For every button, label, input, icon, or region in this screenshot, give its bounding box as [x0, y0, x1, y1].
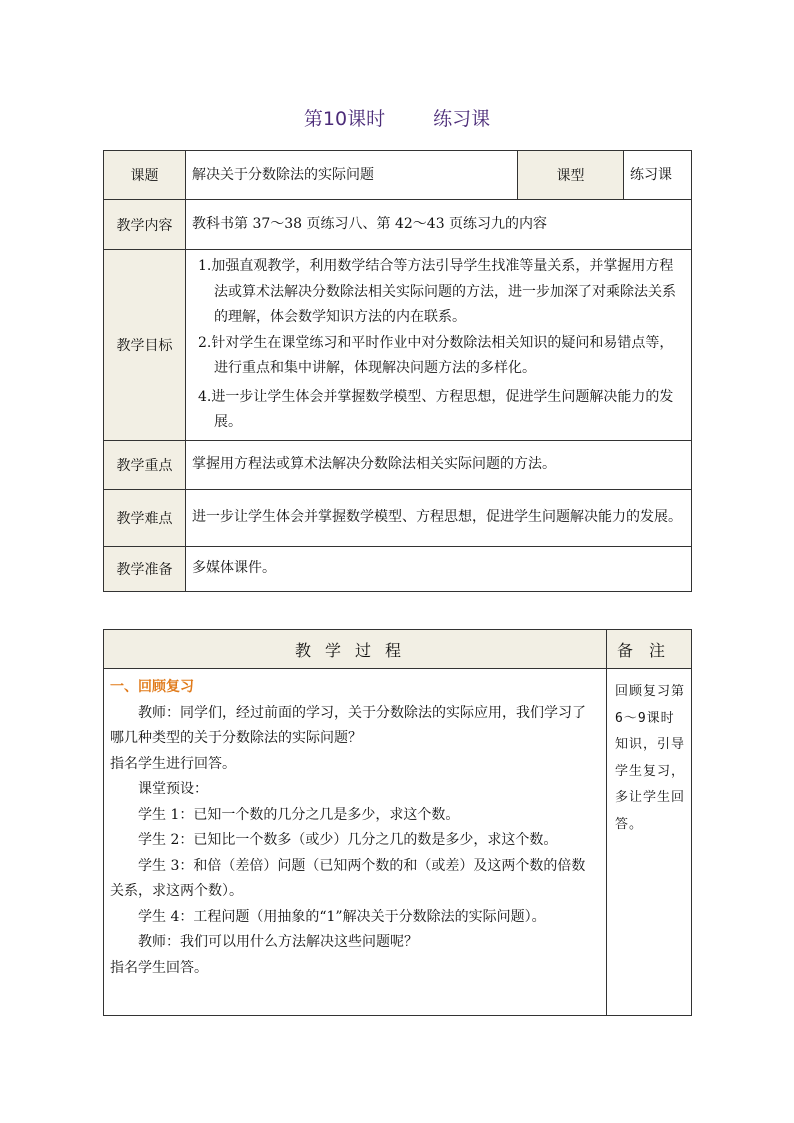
topic-value: 解决关于分数除法的实际问题 [186, 151, 518, 200]
teaching-process-table [103, 629, 692, 1016]
content-value: 教科书第 37～38 页练习八、第 42～43 页练习九的内容 [186, 200, 692, 250]
difficulty-label: 教学难点 [104, 489, 186, 546]
lesson-number: 第10课时 [303, 108, 386, 130]
student-answer: 学生 3：和倍（差倍）问题（已知两个数的和（或差）及这两个数的倍数关系，求这两个数）。 [110, 857, 586, 899]
process-header: 教学过程 [104, 630, 607, 669]
page-title [0, 104, 794, 131]
goal-item: 2.针对学生在课堂练习和平时作业中对分数除法相关知识的疑问和易错点等，进行重点和集中讲解，体现解决问题方法的多样化。 [198, 334, 674, 376]
row-prep [104, 546, 692, 591]
instruction: 指名学生进行回答。 [110, 755, 236, 772]
teacher-question: 教师：我们可以用什么方法解决这些问题呢？ [138, 934, 418, 950]
section-title: 一、回顾复习 [110, 679, 194, 695]
note-content: 回顾复习第6～9课时知识，引导学生复习，多让学生回答。 [607, 669, 692, 1016]
student-answer: 学生 4：工程问题（用抽象的“1”解决关于分数除法的实际问题）。 [138, 908, 546, 925]
lesson-info-table [103, 150, 692, 592]
row-difficulty [104, 489, 692, 546]
difficulty-value: 进一步让学生体会并掌握数学模型、方程思想，促进学生问题解决能力的发展。 [186, 489, 692, 546]
note-header: 备注 [607, 630, 692, 669]
process-content [104, 669, 607, 1016]
class-type-value: 练习课 [624, 151, 692, 200]
topic-label: 课题 [104, 151, 186, 200]
teacher-question: 教师：同学们，经过前面的学习，关于分数除法的实际应用，我们学习了哪几种类型的关于分数除法的实际问题？ [110, 704, 586, 746]
class-type-label: 课型 [518, 151, 624, 200]
row-key-points [104, 440, 692, 489]
content-label: 教学内容 [104, 200, 186, 250]
row-content [104, 200, 692, 250]
process-body-row [104, 669, 692, 1016]
lesson-type: 练习课 [433, 108, 491, 130]
key-label: 教学重点 [104, 440, 186, 489]
prep-value: 多媒体课件。 [186, 546, 692, 591]
prep-label: 教学准备 [104, 546, 186, 591]
goal-item: 1.加强直观教学，利用数学结合等方法引导学生找准等量关系，并掌握用方程法或算术法解决分数除法相关实际问题的方法，进一步加深了对乘除法关系的理解，体会数学知识方法的内在联系。 [198, 258, 676, 325]
instruction: 指名学生回答。 [110, 959, 208, 976]
goal-item: 4.进一步让学生体会并掌握数学模型、方程思想，促进学生问题解决能力的发展。 [198, 388, 674, 430]
process-header-row [104, 630, 692, 669]
row-goals [104, 250, 692, 441]
student-answer: 学生 1：已知一个数的几分之几是多少，求这个数。 [138, 806, 460, 823]
goals-list [186, 250, 692, 441]
row-topic [104, 151, 692, 200]
goals-label: 教学目标 [104, 250, 186, 441]
student-answer: 学生 2：已知比一个数多（或少）几分之几的数是多少，求这个数。 [138, 832, 558, 848]
key-value: 掌握用方程法或算术法解决分数除法相关实际问题的方法。 [186, 440, 692, 489]
preset-label: 课堂预设： [138, 781, 208, 797]
